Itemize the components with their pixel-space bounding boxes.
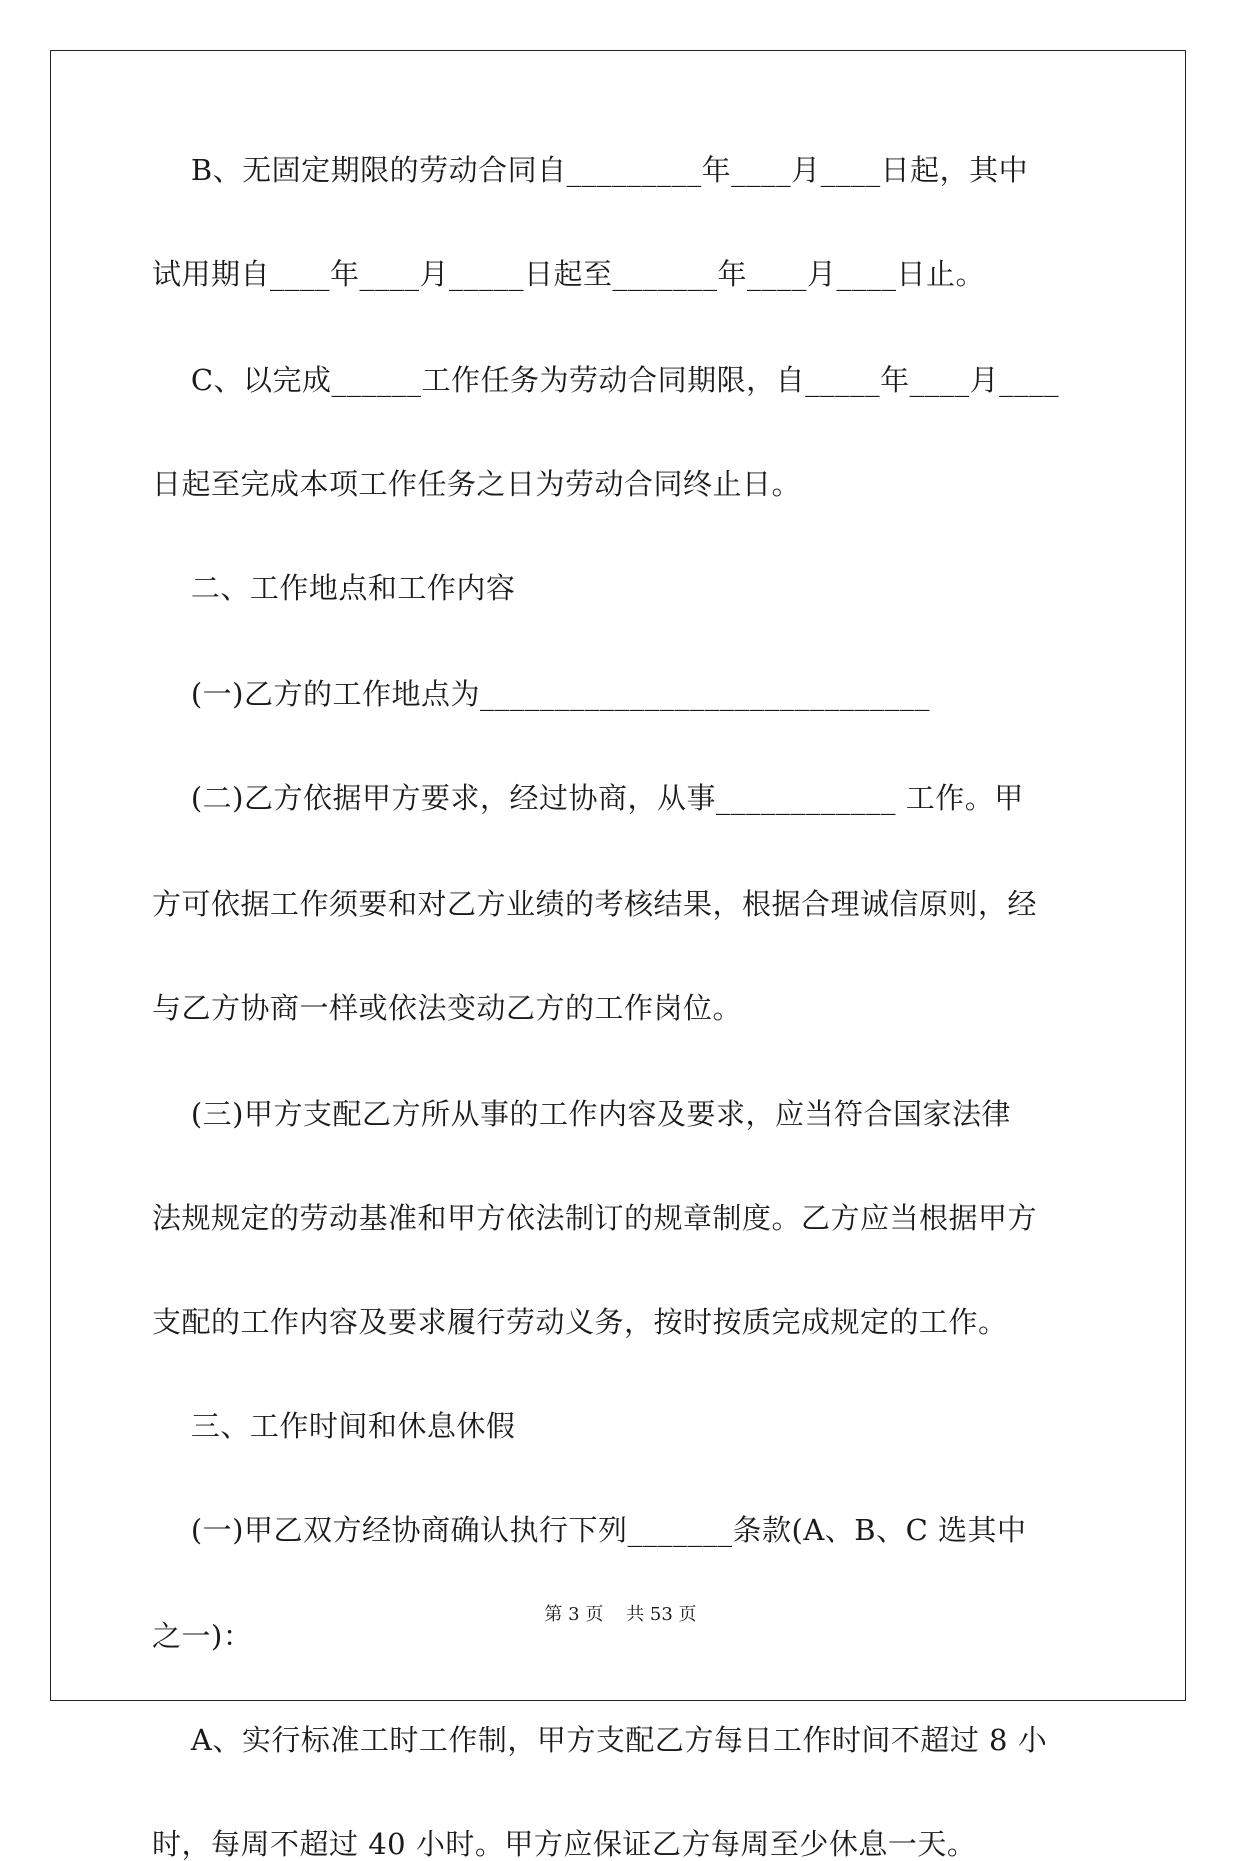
text-line: B、无固定期限的劳动合同自_________年____月____日起，其中 <box>152 153 1029 187</box>
text-line: 之一)： <box>152 1619 253 1653</box>
text-line: 支配的工作内容及要求履行劳动义务，按时按质完成规定的工作。 <box>152 1305 1008 1339</box>
text-line: (一)乙方的工作地点为______________________________ <box>152 677 931 711</box>
text-line: (三)甲方支配乙方所从事的工作内容及要求，应当符合国家法律 <box>152 1097 1012 1131</box>
text-line: A、实行标准工时工作制，甲方支配乙方每日工作时间不超过 8 小 <box>152 1723 1048 1757</box>
text-line: C、以完成______工作任务为劳动合同期限，自_____年____月____ <box>152 363 1060 397</box>
text-line: 与乙方协商一样或依法变动乙方的工作岗位。 <box>152 991 743 1025</box>
text-line: (一)甲乙双方经协商确认执行下列_______条款(A、B、C 选其中 <box>152 1513 1027 1547</box>
text-line: 方可依据工作须要和对乙方业绩的考核结果，根据合理诚信原则，经 <box>152 887 1038 921</box>
text-line: 时，每周不超过 40 小时。甲方应保证乙方每周至少休息一天。 <box>152 1827 977 1861</box>
section-heading: 二、工作地点和工作内容 <box>152 571 516 605</box>
section-heading: 三、工作时间和休息休假 <box>152 1409 516 1443</box>
text-line: (二)乙方依据甲方要求，经过协商，从事____________ 工作。甲 <box>152 781 1024 815</box>
text-line: 法规规定的劳动基准和甲方依法制订的规章制度。乙方应当根据甲方 <box>152 1201 1038 1235</box>
text-line: 日起至完成本项工作任务之日为劳动合同终止日。 <box>152 467 802 501</box>
text-line: 试用期自____年____月_____日起至_______年____月____日止。 <box>152 257 986 291</box>
page-number-footer: 第 3 页 共 53 页 <box>544 1604 697 1625</box>
